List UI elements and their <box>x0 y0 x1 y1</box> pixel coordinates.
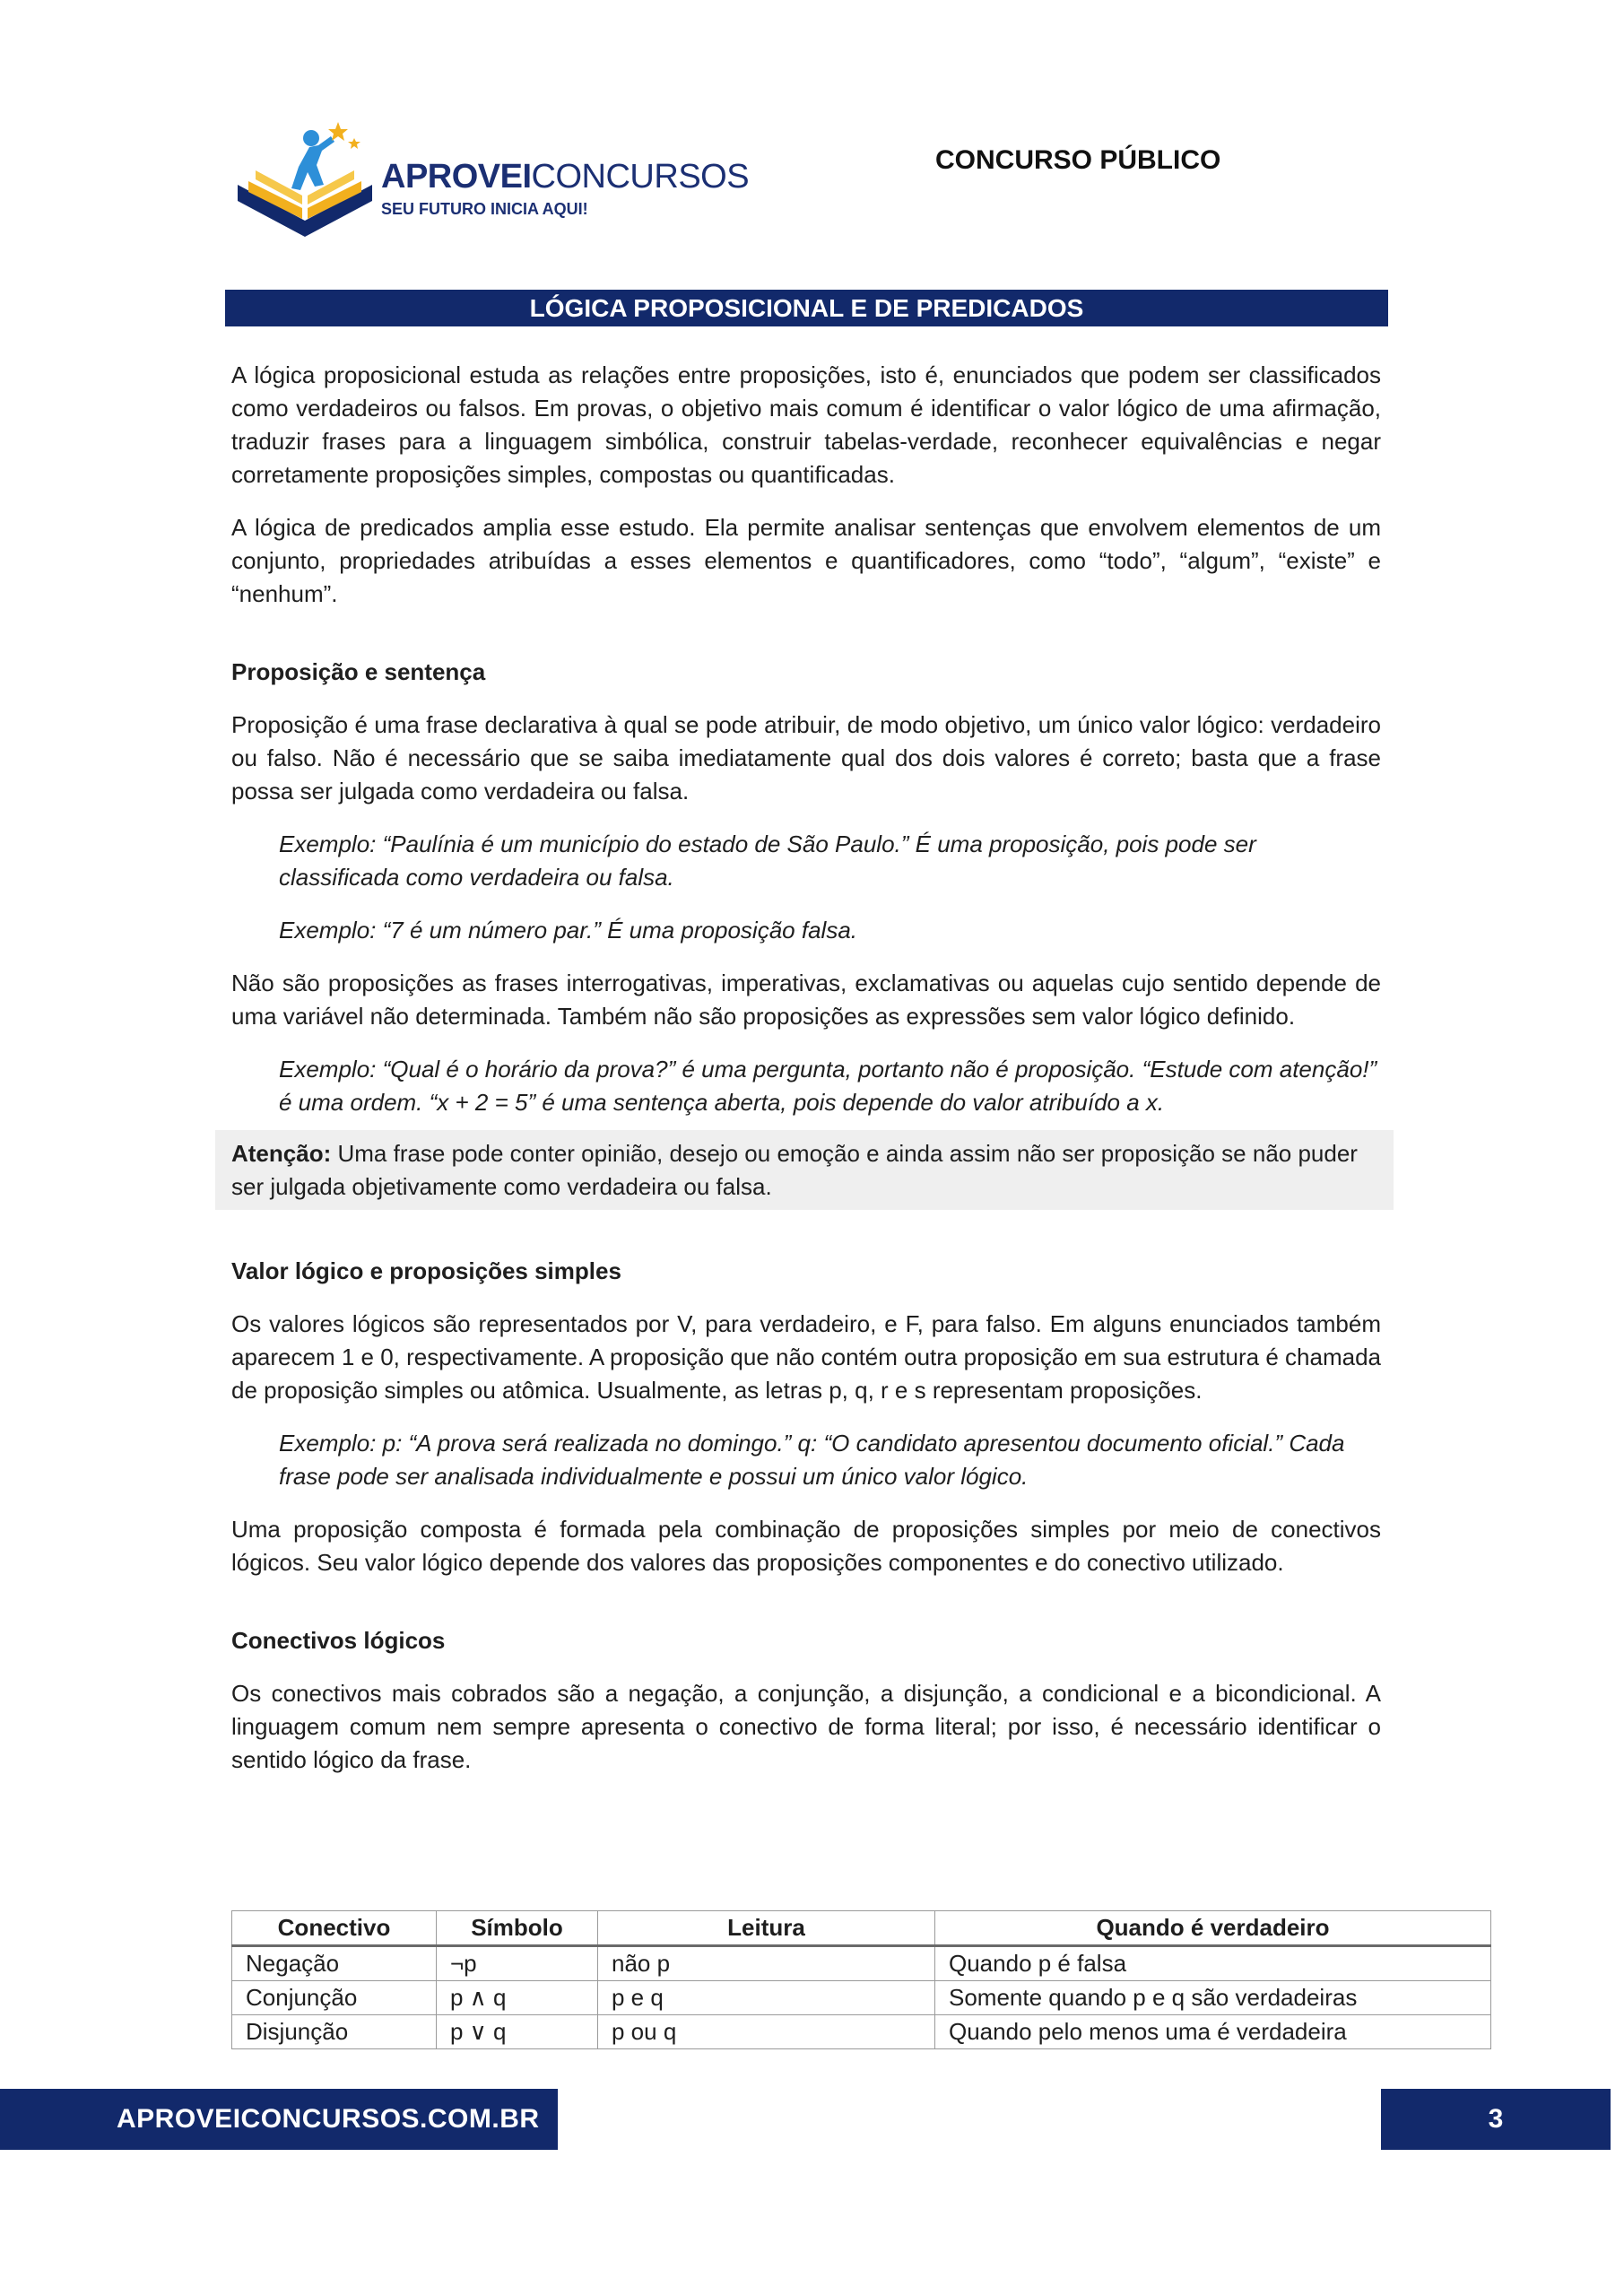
document-body <box>231 359 1381 1777</box>
page-number: 3 <box>1381 2089 1611 2150</box>
section3-paragraph-1: Os conectivos mais cobrados são a negação, a conjunção, a disjunção, a condicional e a bicondicional. A linguagem comum nem sempre apresenta o conectivo de forma literal; por isso, é necessário identificar o sentido lógico da frase. <box>231 1680 1381 1773</box>
example-1: Exemplo: “Paulínia é um município do estado de São Paulo.” É uma proposição, pois pode ser classificada como verdadeira ou falsa. <box>279 831 1256 891</box>
example-3: Exemplo: “Qual é o horário da prova?” é uma pergunta, portanto não é proposição. “Estude com atenção!” é uma ordem. “x + 2 = 5” é uma sentença aberta, pois depende do valor atribuído a x. <box>279 1056 1377 1116</box>
table-cell: p ∧ q <box>437 1981 598 2015</box>
section-heading-valor-logico: Valor lógico e proposições simples <box>231 1257 621 1284</box>
section1-paragraph-2: Não são proposições as frases interrogativas, imperativas, exclamativas ou aquelas cujo sentido depende de uma variável não determinada. Também não são proposições as expressões sem valor lógico definido. <box>231 970 1381 1030</box>
brand-logo <box>229 115 750 240</box>
section-heading-proposicao: Proposição e sentença <box>231 658 486 685</box>
table-cell: ¬p <box>437 1946 598 1981</box>
logo-subtitle: SEU FUTURO INICIA AQUI! <box>381 200 588 218</box>
attention-note <box>215 1130 1394 1210</box>
section2-paragraph-1: Os valores lógicos são representados por V, para verdadeiro, e F, para falso. Em alguns enunciados também aparecem 1 e 0, respectivamente. A proposição que não contém outra proposição em sua estrutura é chamada de proposição simples ou atômica. Usualmente, as letras p, q, r e s representam proposições. <box>231 1310 1381 1404</box>
table-cell: Somente quando p e q são verdadeiras <box>935 1981 1491 2015</box>
intro-paragraph-2: A lógica de predicados amplia esse estudo. Ela permite analisar sentenças que envolvem elementos de um conjunto, propriedades atribuídas a esses elementos e quantificadores, como “todo”, “algum”, “existe” e “nenhum”. <box>231 514 1381 607</box>
open-book-icon <box>229 115 381 240</box>
intro-paragraph-1: A lógica proposicional estuda as relações entre proposições, isto é, enunciados que podem ser classificados como verdadeiros ou falsos. Em provas, o objetivo mais comum é identificar o valor lógico de uma afirmação, traduzir frases para a linguagem simbólica, construir tabelas-verdade, reconhecer equivalências e negar corretamente proposições simples, compostas ou quantificadas. <box>231 361 1381 488</box>
table-cell: Disjunção <box>232 2015 437 2049</box>
header-label: CONCURSO PÚBLICO <box>935 145 1221 175</box>
table-header-cell: Símbolo <box>437 1911 598 1946</box>
example-4: Exemplo: p: “A prova será realizada no domingo.” q: “O candidato apresentou documento oficial.” Cada frase pode ser analisada individualmente e possui um único valor lógico. <box>279 1430 1345 1490</box>
attention-label: Atenção: <box>231 1140 332 1167</box>
table-cell: p ou q <box>598 2015 935 2049</box>
table-cell: Quando pelo menos uma é verdadeira <box>935 2015 1491 2049</box>
section-heading-conectivos: Conectivos lógicos <box>231 1627 446 1654</box>
table-header-cell: Leitura <box>598 1911 935 1946</box>
table-header-row <box>232 1911 1491 1946</box>
attention-text: Uma frase pode conter opinião, desejo ou emoção e ainda assim não ser proposição se não puder ser julgada objetivamente como verdadeira ou falsa. <box>231 1140 1358 1200</box>
table-row <box>232 2015 1491 2049</box>
section2-paragraph-2: Uma proposição composta é formada pela combinação de proposições simples por meio de conectivos lógicos. Seu valor lógico depende dos valores das proposições componentes e do conectivo utilizado. <box>231 1516 1381 1576</box>
table-header-cell: Quando é verdadeiro <box>935 1911 1491 1946</box>
page-title: LÓGICA PROPOSICIONAL E DE PREDICADOS <box>225 290 1388 326</box>
logo-title: APROVEICONCURSOS <box>381 158 750 196</box>
table-cell: não p <box>598 1946 935 1981</box>
example-2: Exemplo: “7 é um número par.” É uma proposição falsa. <box>279 917 857 944</box>
connectives-table <box>231 1910 1491 2049</box>
section1-paragraph-1: Proposição é uma frase declarativa à qual se pode atribuir, de modo objetivo, um único valor lógico: verdadeiro ou falso. Não é necessário que se saiba imediatamente qual dos dois valores é correto; basta que a frase possa ser julgada como verdadeira ou falsa. <box>231 711 1381 804</box>
table-cell: Negação <box>232 1946 437 1981</box>
table-cell: Conjunção <box>232 1981 437 2015</box>
table-cell: Quando p é falsa <box>935 1946 1491 1981</box>
table-header-cell: Conectivo <box>232 1911 437 1946</box>
table-cell: p ∨ q <box>437 2015 598 2049</box>
table-row <box>232 1946 1491 1981</box>
table-cell: p e q <box>598 1981 935 2015</box>
footer-site-link[interactable]: APROVEICONCURSOS.COM.BR <box>0 2089 558 2150</box>
table-row <box>232 1981 1491 2015</box>
